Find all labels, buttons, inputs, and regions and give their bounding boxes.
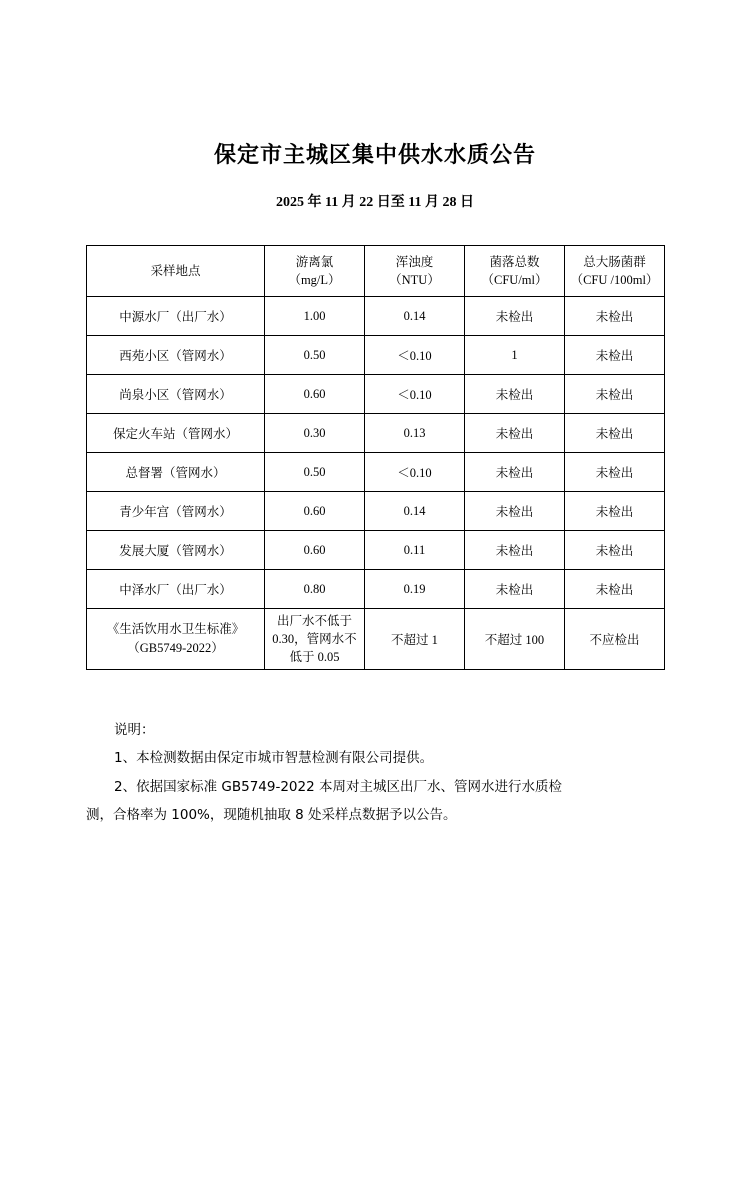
column-header-coliform-label: 总大肠菌群 bbox=[583, 254, 646, 269]
cell-colony: 未检出 bbox=[465, 453, 565, 492]
column-header-chlorine-label: 游离氯 bbox=[295, 254, 334, 269]
cell-coliform: 未检出 bbox=[565, 570, 665, 609]
cell-coliform: 未检出 bbox=[565, 492, 665, 531]
cell-colony: 未检出 bbox=[465, 414, 565, 453]
column-header-turbidity-unit: （NTU） bbox=[389, 273, 440, 287]
note-item-2-line2: 测，合格率为 100%，现随机抽取 8 处采样点数据予以公告。 bbox=[86, 807, 457, 824]
notes-heading: 说明： bbox=[114, 722, 155, 738]
notes-section bbox=[86, 716, 664, 829]
cell-turbidity: ＜0.10 bbox=[365, 375, 465, 414]
column-header-colony-unit: （CFU/ml） bbox=[481, 273, 548, 287]
table-row bbox=[87, 336, 665, 375]
column-header-chlorine-unit: （mg/L） bbox=[288, 273, 341, 287]
cell-colony: 未检出 bbox=[465, 297, 565, 336]
table-row bbox=[87, 453, 665, 492]
column-header-turbidity-label: 浑浊度 bbox=[395, 254, 434, 269]
cell-turbidity: 0.14 bbox=[365, 297, 465, 336]
date-range-subtitle: 2025 年 11 月 22 日至 11 月 28 日 bbox=[276, 195, 474, 210]
cell-standard-turbidity: 不超过 1 bbox=[365, 609, 465, 670]
note-item-1: 1、本检测数据由保定市城市智慧检测有限公司提供。 bbox=[114, 750, 434, 767]
table-row bbox=[87, 570, 665, 609]
column-header-colony-label: 菌落总数 bbox=[489, 254, 540, 269]
column-header-turbidity bbox=[365, 246, 465, 297]
cell-chlorine: 0.50 bbox=[265, 453, 365, 492]
cell-coliform: 未检出 bbox=[565, 531, 665, 570]
cell-chlorine: 1.00 bbox=[265, 297, 365, 336]
cell-site: 西苑小区（管网水） bbox=[87, 336, 265, 375]
cell-colony: 未检出 bbox=[465, 375, 565, 414]
table-header-row bbox=[87, 246, 665, 297]
cell-coliform: 未检出 bbox=[565, 414, 665, 453]
cell-turbidity: ＜0.10 bbox=[365, 453, 465, 492]
cell-chlorine: 0.80 bbox=[265, 570, 365, 609]
table-row bbox=[87, 375, 665, 414]
water-quality-table bbox=[86, 245, 665, 670]
cell-site: 发展大厦（管网水） bbox=[87, 531, 265, 570]
cell-chlorine: 0.60 bbox=[265, 492, 365, 531]
cell-site: 青少年宫（管网水） bbox=[87, 492, 265, 531]
table-row bbox=[87, 531, 665, 570]
cell-colony: 1 bbox=[465, 336, 565, 375]
table-row bbox=[87, 297, 665, 336]
cell-site: 中源水厂（出厂水） bbox=[87, 297, 265, 336]
cell-turbidity: 0.11 bbox=[365, 531, 465, 570]
cell-colony: 未检出 bbox=[465, 492, 565, 531]
table-row bbox=[87, 414, 665, 453]
column-header-coliform-unit: （CFU /100ml） bbox=[570, 273, 659, 287]
cell-site: 中泽水厂（出厂水） bbox=[87, 570, 265, 609]
cell-coliform: 未检出 bbox=[565, 375, 665, 414]
table-row bbox=[87, 492, 665, 531]
column-header-site-label: 采样地点 bbox=[150, 263, 201, 278]
cell-coliform: 未检出 bbox=[565, 297, 665, 336]
cell-coliform: 未检出 bbox=[565, 336, 665, 375]
standard-name-line1: 《生活饮用水卫生标准》 bbox=[106, 622, 245, 637]
cell-standard-chlorine: 出厂水不低于 0.30，管网水不低于 0.05 bbox=[265, 609, 365, 670]
cell-site: 保定火车站（管网水） bbox=[87, 414, 265, 453]
page-title: 保定市主城区集中供水水质公告 bbox=[213, 142, 536, 167]
cell-chlorine: 0.30 bbox=[265, 414, 365, 453]
document-page bbox=[0, 138, 750, 1199]
column-header-chlorine bbox=[265, 246, 365, 297]
cell-turbidity: 0.19 bbox=[365, 570, 465, 609]
cell-standard-coliform: 不应检出 bbox=[565, 609, 665, 670]
cell-colony: 未检出 bbox=[465, 531, 565, 570]
cell-site: 总督署（管网水） bbox=[87, 453, 265, 492]
cell-chlorine: 0.60 bbox=[265, 375, 365, 414]
standard-name-line2: （GB5749-2022） bbox=[127, 641, 224, 655]
table-body bbox=[87, 297, 665, 670]
table-row-standard bbox=[87, 609, 665, 670]
column-header-coliform bbox=[565, 246, 665, 297]
cell-turbidity: ＜0.10 bbox=[365, 336, 465, 375]
cell-standard-colony: 不超过 100 bbox=[465, 609, 565, 670]
cell-standard-name bbox=[87, 609, 265, 670]
column-header-colony bbox=[465, 246, 565, 297]
cell-turbidity: 0.13 bbox=[365, 414, 465, 453]
cell-turbidity: 0.14 bbox=[365, 492, 465, 531]
water-quality-table-wrapper bbox=[86, 245, 664, 670]
cell-chlorine: 0.50 bbox=[265, 336, 365, 375]
cell-chlorine: 0.60 bbox=[265, 531, 365, 570]
cell-colony: 未检出 bbox=[465, 570, 565, 609]
column-header-site bbox=[87, 246, 265, 297]
cell-coliform: 未检出 bbox=[565, 453, 665, 492]
note-item-2-line1: 2、依据国家标准 GB5749-2022 本周对主城区出厂水、管网水进行水质检 bbox=[114, 778, 562, 795]
table-header bbox=[87, 246, 665, 297]
cell-site: 尚泉小区（管网水） bbox=[87, 375, 265, 414]
